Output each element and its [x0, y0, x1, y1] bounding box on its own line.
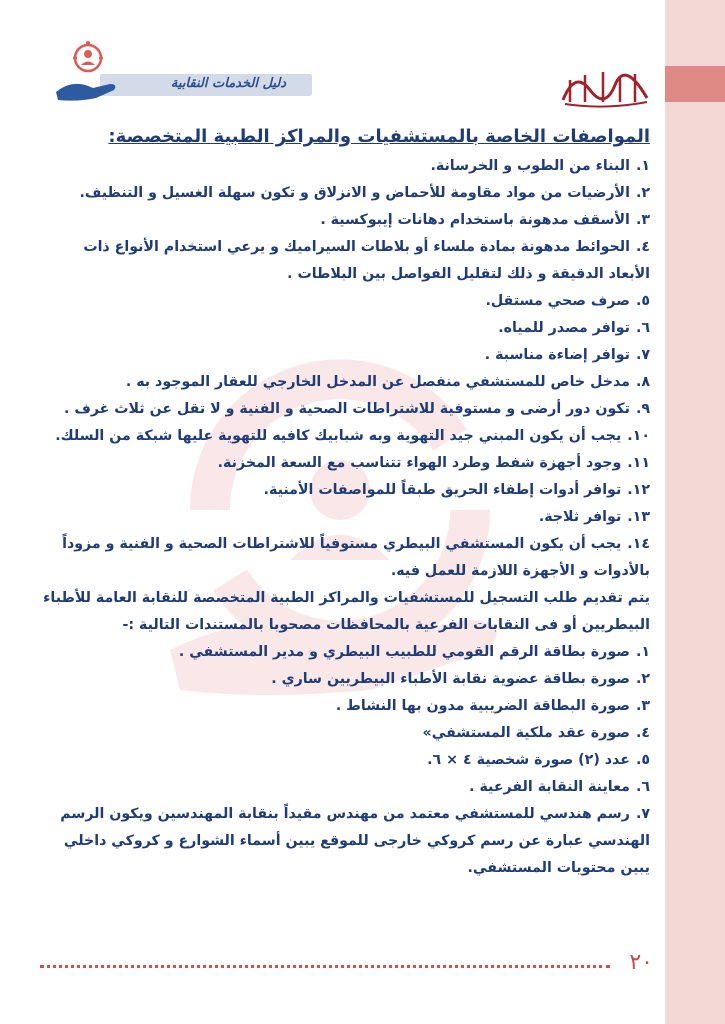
list-item: [40, 423, 650, 450]
item-number: ١١.: [627, 455, 650, 471]
list-item: [40, 180, 650, 207]
item-text: الأسقف مدهونة باستخدام دهانات إيبوكسية .: [320, 212, 630, 228]
item-text: صورة بطاقة الرقم القومي للطبيب البيطري و مدير المستشفي .: [178, 644, 630, 660]
item-number: ١.: [635, 158, 650, 174]
list-item: [40, 369, 650, 396]
registration-intro: يتم تقديم طلب التسجيل للمستشفيات والمراكز الطبية المتخصصة للنقابة العامة للأطباء البيطريين أو فى النقابات الفرعية بالمحافظات مصحوبا بالمستندات التالية :-: [43, 590, 650, 633]
item-number: ٦.: [635, 779, 650, 795]
item-text: صورة بطاقة عضوية نقابة الأطباء البيطريين ساري .: [271, 671, 630, 687]
item-text: وجود أجهزة شفط وطرد الهواء تتناسب مع السعة المخزنة.: [217, 455, 622, 471]
item-text: تكون دور أرضى و مستوفية للاشتراطات الصحية و الفنية و لا تقل عن ثلاث غرف .: [64, 401, 630, 417]
list-item: [40, 342, 650, 369]
item-text: الأرضيات من مواد مقاومة للأحماض و الانزلاق و تكون سهلة الغسيل و التنظيف.: [79, 185, 630, 201]
list-item: [40, 477, 650, 504]
item-number: ٤.: [635, 239, 650, 255]
services-guide-banner: [20, 40, 320, 110]
item-text: توافر ثلاجة.: [538, 509, 622, 525]
list-item: [40, 720, 650, 747]
item-text: رسم هندسي للمستشفي معتمد من مهندس مقيداً بنقابة المهندسين ويكون الرسم الهندسي عبارة عن رسم كروكي خارجى للموقع يبين أسماء الشوارع و كروكي داخلي يبين محتويات المستشفي.: [60, 806, 650, 876]
list-item: [40, 504, 650, 531]
page-side-bar: [665, 0, 725, 1024]
list-item: [40, 396, 650, 423]
item-text: معاينة النقابة الفرعية .: [469, 779, 630, 795]
list-item: [40, 153, 650, 180]
item-text: مدخل خاص للمستشفي منفصل عن المدخل الخارجي للعقار الموجود به .: [125, 374, 630, 390]
list-item: [40, 207, 650, 234]
item-number: ٣.: [635, 698, 650, 714]
page-side-tab: [665, 66, 725, 102]
item-number: ١٠.: [627, 428, 650, 444]
section-heading: المواصفات الخاصة بالمستشفيات والمراكز الطبية المتخصصة:: [108, 126, 650, 147]
list-item: [40, 288, 650, 315]
list-item: [40, 531, 650, 585]
item-number: ١٣.: [627, 509, 650, 525]
banner-title: دليل الخدمات النقابية: [170, 76, 286, 91]
item-number: ١٤.: [627, 536, 650, 552]
requirements-list: [40, 153, 650, 585]
list-item: [40, 450, 650, 477]
item-text: صرف صحي مستقل.: [485, 293, 630, 309]
item-number: ٩.: [635, 401, 650, 417]
list-item: [40, 801, 650, 882]
item-number: ٥.: [635, 752, 650, 768]
item-number: ١.: [635, 644, 650, 660]
item-text: صورة عقد ملكية المستشفي»: [422, 725, 630, 741]
item-number: ١٢.: [627, 482, 650, 498]
item-number: ٣.: [635, 212, 650, 228]
page-number: ٢٠: [629, 950, 653, 975]
item-number: ٢.: [635, 671, 650, 687]
footer-dotted-rule: [40, 965, 610, 972]
list-item: [40, 774, 650, 801]
list-item: [40, 234, 650, 288]
list-item: [40, 693, 650, 720]
item-text: يجب أن يكون المبني جيد التهوية وبه شبابيك كافيه للتهوية عليها شبكة من السلك.: [55, 428, 622, 444]
item-text: البناء من الطوب و الخرسانة.: [430, 158, 630, 174]
documents-list: [40, 639, 650, 882]
item-text: توافر أدوات إطفاء الحريق طبقاً للمواصفات الأمنية.: [263, 482, 622, 498]
item-number: ٧.: [635, 806, 650, 822]
item-text: توافر إضاءة مناسبة .: [484, 347, 630, 363]
item-number: ٨.: [635, 374, 650, 390]
syndicate-logo: [555, 60, 655, 110]
item-text: صورة البطاقة الضريبية مدون بها النشاط .: [335, 698, 630, 714]
hand-service-icon: [48, 40, 128, 110]
item-number: ٦.: [635, 320, 650, 336]
item-text: توافر مصدر للمياه.: [498, 320, 630, 336]
item-text: الحوائط مدهونة بمادة ملساء أو بلاطات السيراميك و يرعي استخدام الأنواع ذات الأبعاد الدقيقة و ذلك لتقليل الفواصل بين البلاطات .: [83, 239, 650, 282]
list-item: [40, 315, 650, 342]
item-number: ٢.: [635, 185, 650, 201]
item-number: ٧.: [635, 347, 650, 363]
list-item: [40, 747, 650, 774]
document-body: [40, 126, 650, 882]
item-number: ٤.: [635, 725, 650, 741]
list-item: [40, 639, 650, 666]
item-text: يجب أن يكون المستشفي البيطري مستوفياً للاشتراطات الصحية و الفنية و مزوداً بالأدوات و الأجهزة اللازمة للعمل فيه.: [62, 536, 650, 579]
list-item: [40, 666, 650, 693]
item-text: عدد (٢) صورة شخصية ٤ × ٦.: [427, 752, 630, 768]
item-number: ٥.: [635, 293, 650, 309]
